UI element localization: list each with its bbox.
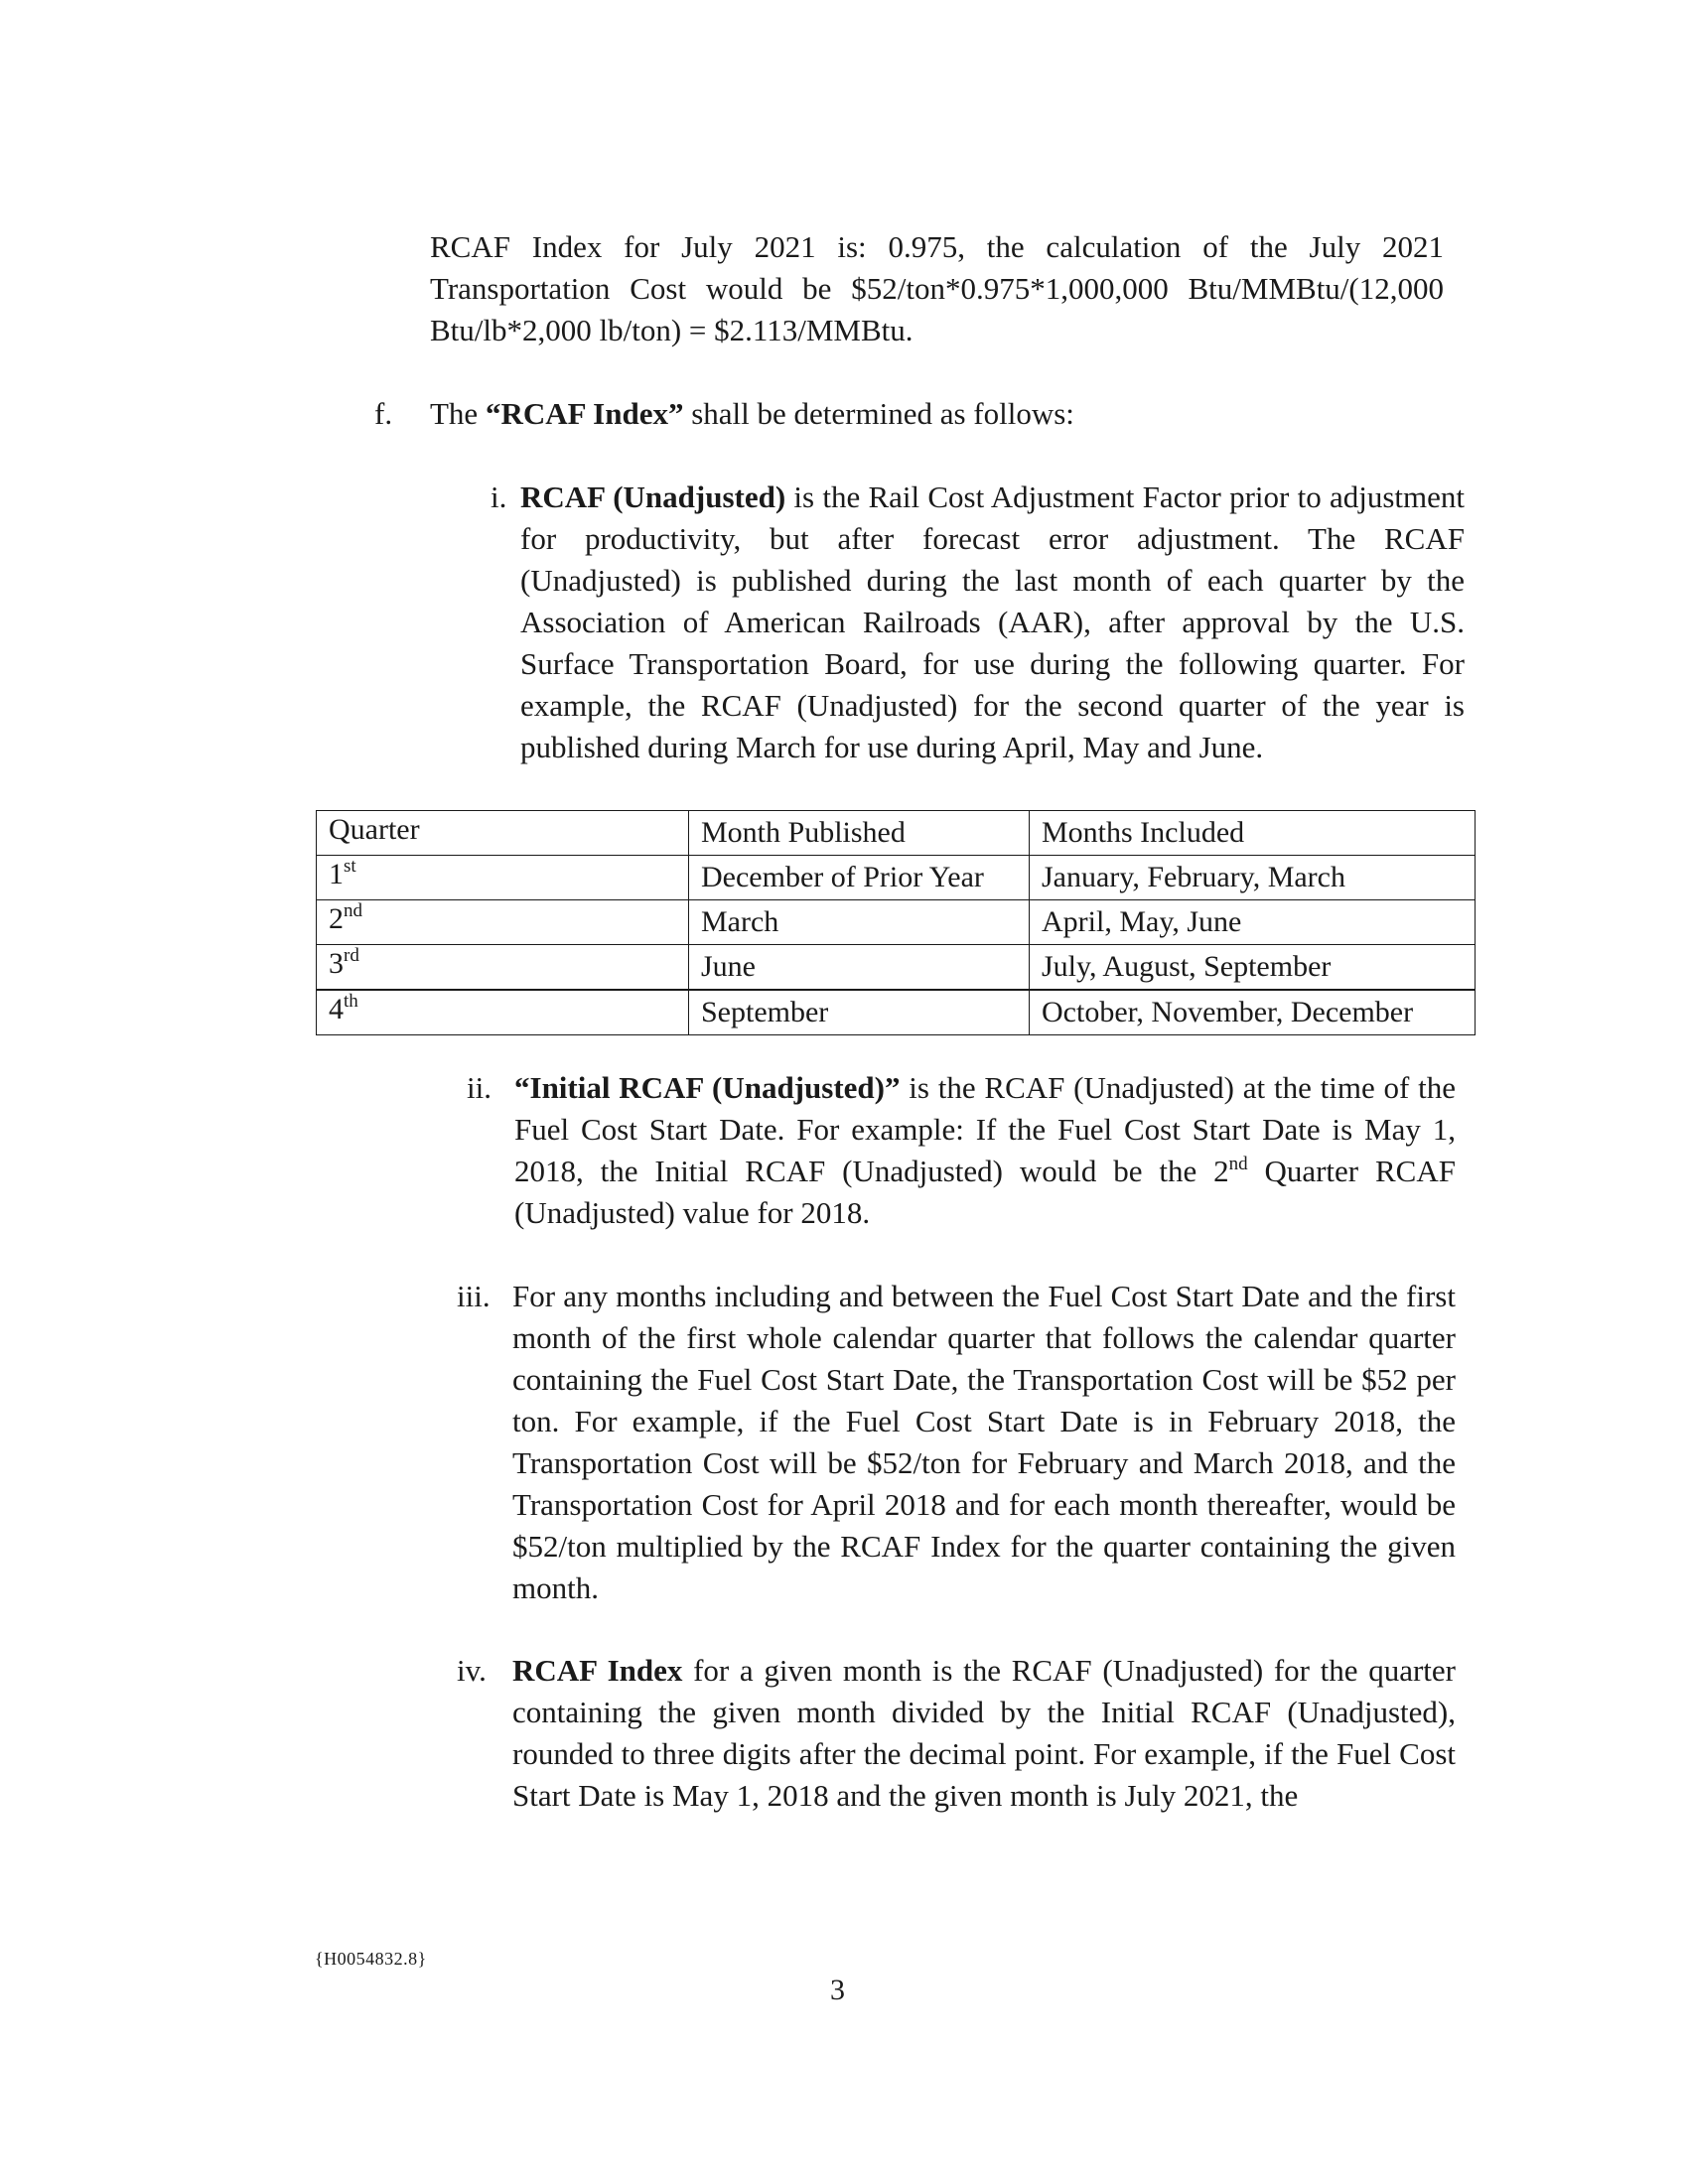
months-included-cell: April, May, June xyxy=(1030,900,1476,945)
months-included-cell: January, February, March xyxy=(1030,856,1476,900)
item-iii-marker: iii. xyxy=(457,1279,491,1313)
quarter-cell: 4th xyxy=(317,990,689,1035)
month-published-cell: September xyxy=(689,990,1030,1035)
item-f-term: “RCAF Index” xyxy=(485,396,684,431)
item-i-paragraph xyxy=(520,477,1465,768)
table-header-row xyxy=(317,811,1476,856)
item-iii-paragraph: For any months including and between the Fuel Cost Start Date and the first month of the first whole calendar quarter that follows the calendar quarter containing the Fuel Cost Start Date, the Transportation Cost will be $52 per ton. For example, if the Fuel Cost Start Date is in February 2018, the Transportation Cost will be $52/ton for February and March 2018, and the Transportation Cost for April 2018 and for each month thereafter, would be $52/ton multiplied by the RCAF Index for the quarter containing the given month. xyxy=(512,1279,1456,1605)
item-ii-paragraph: “Initial RCAF (Unadjusted)” is the RCAF (Unadjusted) at the time of the Fuel Cost Start Date. For example: If the Fuel Cost Start Date is May 1, 2018, the Initial RCAF (Unadjusted) would be the 2nd Quarter RCAF (Unadjusted) value for 2018. xyxy=(514,1070,1456,1230)
item-f-suffix: shall be determined as follows: xyxy=(683,396,1074,431)
item-f-prefix: The xyxy=(430,396,486,431)
quarter-cell: 3rd xyxy=(317,945,689,991)
item-f-text xyxy=(430,393,1074,435)
header-month-published: Month Published xyxy=(689,811,1030,856)
table-row xyxy=(317,945,1476,991)
month-published-cell: December of Prior Year xyxy=(689,856,1030,900)
page-number: 3 xyxy=(830,1974,845,2006)
header-months-included: Months Included xyxy=(1030,811,1476,856)
quarter-cell: 1st xyxy=(317,856,689,900)
top-paragraph: RCAF Index for July 2021 is: 0.975, the calculation of the July 2021 Transportation Cost would be $52/ton*0.975*1,000,000 Btu/MMBtu/(12,000 Btu/lb*2,000 lb/ton) = $2.113/MMBtu. xyxy=(430,229,1444,347)
month-published-cell: March xyxy=(689,900,1030,945)
item-iv-marker: iv. xyxy=(457,1653,487,1688)
quarter-cell: 2nd xyxy=(317,900,689,945)
item-iv-term: RCAF Index xyxy=(512,1653,683,1688)
item-i-marker: i. xyxy=(491,479,507,514)
header-quarter: Quarter xyxy=(317,811,689,856)
rcaf-schedule-table xyxy=(316,810,1476,1035)
months-included-cell: October, November, December xyxy=(1030,990,1476,1035)
document-id: {H0054832.8} xyxy=(315,1949,427,1969)
item-iv-paragraph: RCAF Index for a given month is the RCAF (Unadjusted) for the quarter containing the given month divided by the Initial RCAF (Unadjusted), rounded to three digits after the decimal point. For example, if the Fuel Cost Start Date is May 1, 2018 and the given month is July 2021, the xyxy=(512,1653,1456,1813)
item-ii-term: “Initial RCAF (Unadjusted)” xyxy=(514,1070,901,1105)
month-published-cell: June xyxy=(689,945,1030,991)
table-row xyxy=(317,990,1476,1035)
item-f-marker: f. xyxy=(374,396,393,431)
table-row xyxy=(317,900,1476,945)
item-i-term: RCAF (Unadjusted) xyxy=(520,479,786,514)
item-ii-marker: ii. xyxy=(467,1070,492,1105)
months-included-cell: July, August, September xyxy=(1030,945,1476,991)
item-i-text: is the Rail Cost Adjustment Factor prior to adjustment for productivity, but after forecast error adjustment. The RCAF (Unadjusted) is published during the last month of each quarter by the Association of American Railroads (AAR), after approval by the U.S. Surface Transportation Board, for use during the following quarter. For example, the RCAF (Unadjusted) for the second quarter of the year is published during March for use during April, May and June. xyxy=(520,479,1465,764)
table-row xyxy=(317,856,1476,900)
